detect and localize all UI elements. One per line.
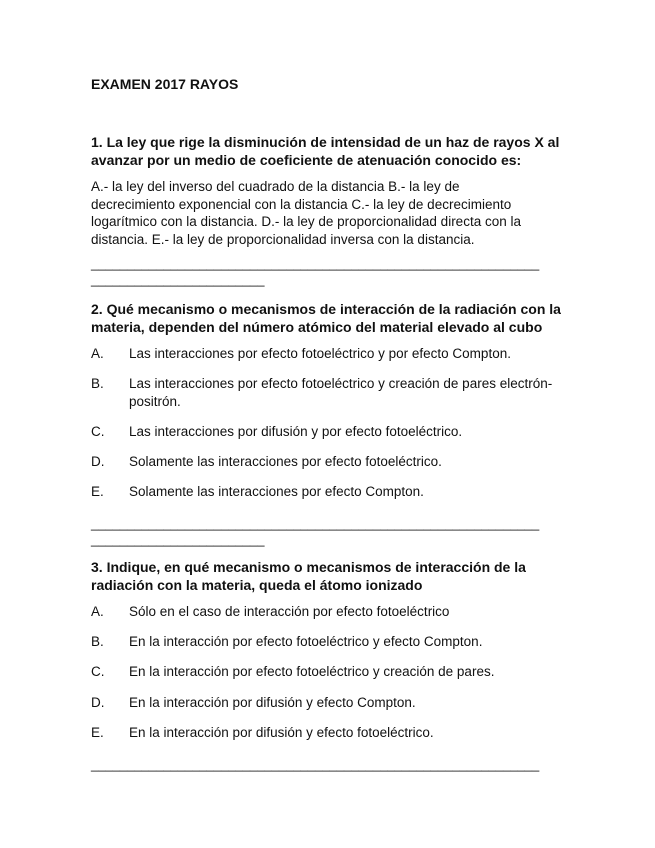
question-3-option-c (91, 663, 561, 681)
separator-line: ______________________________________________________________ (91, 256, 540, 271)
question-2-option-c (91, 423, 561, 441)
option-letter: D. (91, 695, 105, 710)
option-letter: E. (91, 484, 104, 499)
separator-line-short: ________________________ (91, 532, 265, 547)
option-text: Las interacciones por efecto fotoeléctrico y creación de pares electrón-positrón. (129, 376, 553, 409)
option-text: En la interacción por efecto fotoeléctrico y efecto Compton. (129, 634, 483, 649)
question-2-option-a (91, 345, 561, 363)
question-3-option-e (91, 724, 561, 742)
option-text: Las interacciones por efecto fotoeléctrico y por efecto Compton. (129, 346, 511, 361)
option-letter: A. (91, 346, 104, 361)
option-letter: B. (91, 376, 104, 391)
question-1-title: 1. La ley que rige la disminución de intensidad de un haz de rayos X al avanzar por un medio de coeficiente de atenuación conocido es: (91, 134, 560, 168)
option-letter: D. (91, 454, 105, 469)
option-letter: E. (91, 725, 104, 740)
option-text: En la interacción por difusión y efecto fotoeléctrico. (129, 725, 434, 740)
option-text: Las interacciones por difusión y por efecto fotoeléctrico. (129, 424, 463, 439)
question-3-title: 3. Indique, en qué mecanismo o mecanismos de interacción de la radiación con la materia, queda el átomo ionizado (91, 559, 526, 593)
question-2-option-d (91, 453, 561, 471)
option-text: En la interacción por efecto fotoeléctrico y creación de pares. (129, 664, 495, 679)
option-letter: A. (91, 604, 104, 619)
option-letter: B. (91, 634, 104, 649)
question-3-option-a (91, 603, 561, 621)
separator-line: ______________________________________________________________ (91, 516, 540, 531)
option-text: En la interacción por difusión y efecto Compton. (129, 695, 416, 710)
question-3-option-d (91, 694, 561, 712)
option-text: Sólo en el caso de interacción por efecto fotoeléctrico (129, 604, 450, 619)
separator-line: ______________________________________________________________ (91, 757, 540, 772)
question-2-option-b (91, 375, 561, 411)
option-letter: C. (91, 424, 105, 439)
question-1-body: A.- la ley del inverso del cuadrado de la distancia B.- la ley de decrecimiento exponencial con la distancia C.- la ley de decrecimiento logarítmico con la distancia. D.- la ley de proporcionalidad directa con la distancia. E.- la ley de proporcionalidad inversa con la distancia. (91, 179, 521, 247)
exam-title: EXAMEN 2017 RAYOS (91, 76, 239, 92)
question-3-option-b (91, 633, 561, 651)
option-text: Solamente las interacciones por efecto Compton. (129, 484, 424, 499)
option-text: Solamente las interacciones por efecto fotoeléctrico. (129, 454, 442, 469)
question-2-option-e (91, 483, 561, 501)
option-letter: C. (91, 664, 105, 679)
separator-line-short: ________________________ (91, 272, 265, 287)
question-2-title: 2. Qué mecanismo o mecanismos de interacción de la radiación con la materia, dependen del número atómico del material elevado al cubo (91, 301, 561, 335)
